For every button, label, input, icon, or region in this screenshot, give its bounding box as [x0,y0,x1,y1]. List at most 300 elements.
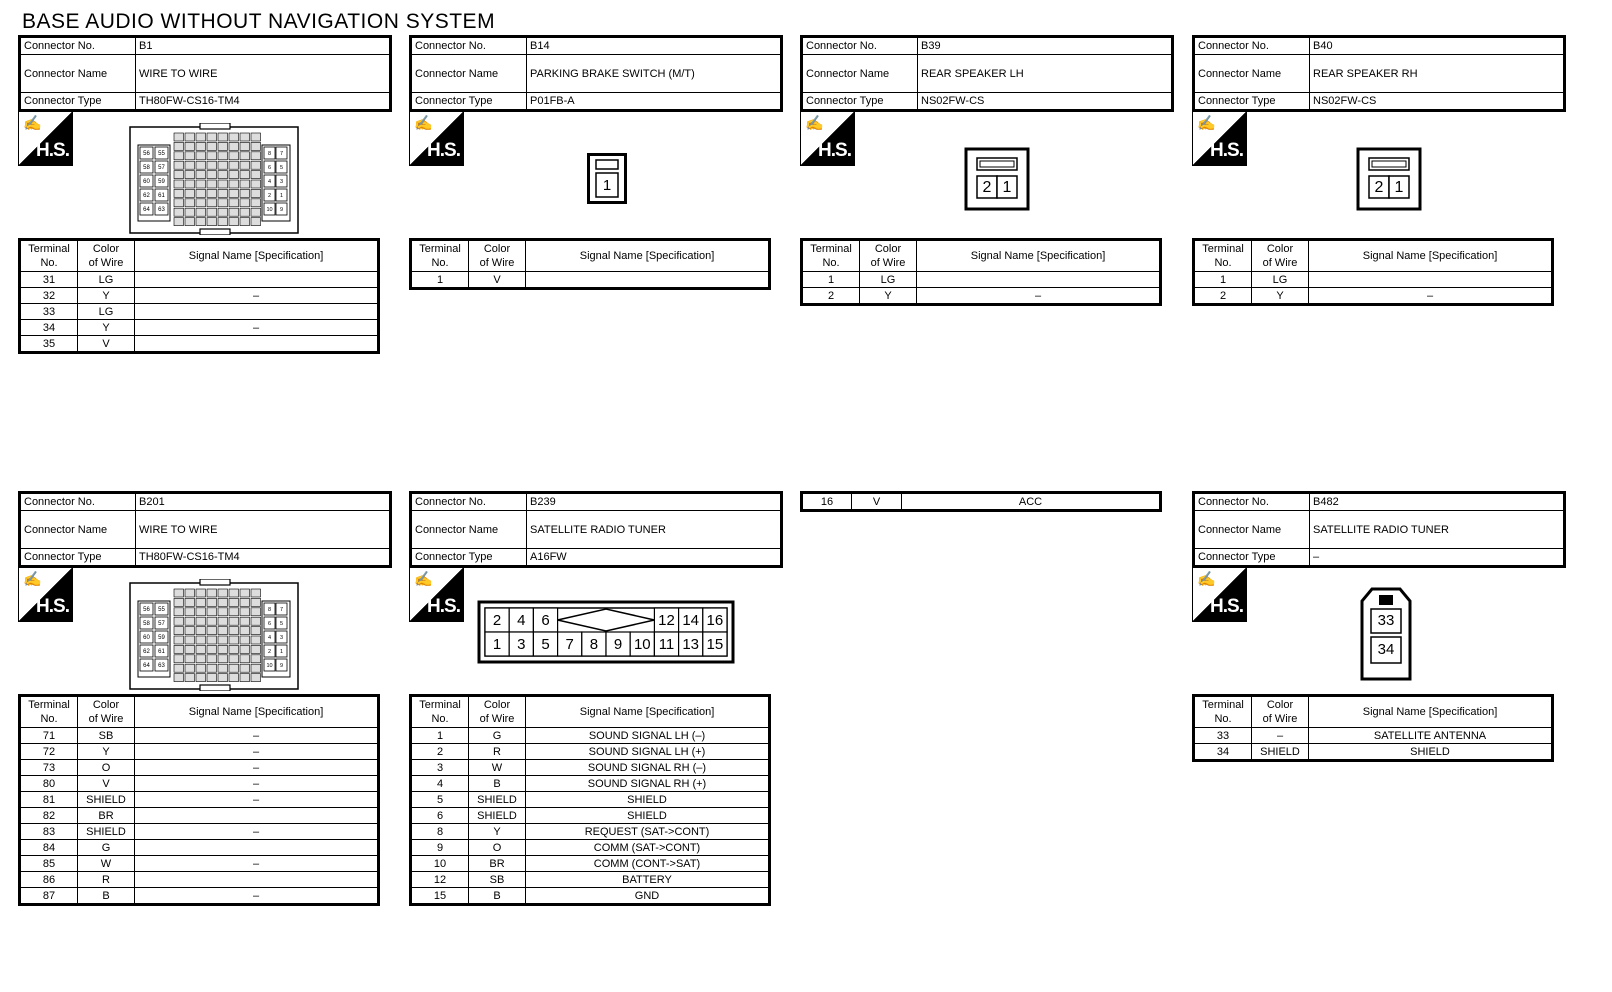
pin-cell [229,152,239,160]
signal-name: – [135,288,379,304]
signal-name: – [135,776,379,792]
table-row [20,336,379,353]
color-header-line1: Color [92,699,120,711]
terminal-header-line2: No. [1214,257,1232,269]
pin-cell [218,645,228,653]
harness-side-icon [1192,567,1247,622]
color-header-line1: Color [1266,699,1294,711]
pin-number: 1 [279,648,284,655]
signal-name: SHIELD [1309,744,1553,761]
pin-number: 5 [279,164,284,171]
pin-number: 62 [143,649,150,656]
pin-cell [218,142,228,150]
pin-cell [229,208,239,216]
pin-cell [240,161,250,169]
pin-number: 2 [1374,179,1384,197]
pin-cell [185,608,195,616]
pin-cell [185,161,195,169]
terminal-no: 1 [802,272,860,288]
pin-cell [240,664,250,672]
table-row [1194,728,1553,744]
terminal-table-header [411,696,770,728]
connector-header [18,35,392,112]
connector-block [1192,35,1566,475]
pin-cell [185,180,195,188]
color-header-line2: of Wire [88,713,124,725]
signal-name: SOUND SIGNAL LH (+) [526,744,770,760]
harness-side-icon [409,111,464,166]
pin-cell [218,161,228,169]
connector-no-value: B201 [136,493,391,511]
pin-cell [218,199,228,207]
pin-cell [185,636,195,644]
color-header-line1: Color [483,699,511,711]
hs-label: H.S. [427,140,460,161]
terminal-table-header [20,696,379,728]
pin-cell [218,218,228,226]
pin-number: 13 [682,635,700,653]
pin-cell [207,589,217,597]
connector-name-value: WIRE TO WIRE [136,55,391,93]
table-row [802,272,1161,288]
connector-name-row [802,55,1173,93]
pin-number: 55 [158,151,165,158]
pin-number: 1 [279,192,284,199]
connector-block [409,35,783,475]
pin-cell [185,218,195,226]
signal-name: REQUEST (SAT->CONT) [526,824,770,840]
connector-no-label: Connector No. [1194,37,1310,55]
pin-cell [240,171,250,179]
terminal-table [800,238,1162,306]
pin-cell [240,608,250,616]
pin-cell [229,218,239,226]
wire-color: V [78,336,135,353]
connector-header [1192,35,1566,112]
connector-type-value: TH80FW-CS16-TM4 [136,549,391,567]
connector-name-label: Connector Name [411,511,527,549]
wire-color: W [469,760,526,776]
terminal-header-line1: Terminal [28,243,70,255]
pin-cell [196,655,206,663]
connector-hand-icon: ✍ [23,115,42,132]
pin-cell [240,208,250,216]
pin-cell [196,218,206,226]
wire-color: R [78,872,135,888]
pin-cell [185,645,195,653]
connector-name-row [20,511,391,549]
pin-cell [207,218,217,226]
pin-cell [174,598,184,606]
pin-cell [240,598,250,606]
pin-cell [196,608,206,616]
pin-cell [207,655,217,663]
connector-diagram-tm4 [128,579,300,691]
terminal-no: 82 [20,808,78,824]
pin-cell [207,152,217,160]
wire-color: O [78,760,135,776]
wire-color: BR [78,808,135,824]
connector-type-label: Connector Type [1194,549,1310,567]
wire-color: Y [78,320,135,336]
terminal-header-line1: Terminal [1202,243,1244,255]
terminal-header-line2: No. [431,257,449,269]
pin-number: 34 [1377,640,1395,658]
signal-name-header: Signal Name [Specification] [135,696,379,728]
connector-name-label: Connector Name [20,511,136,549]
wire-color: B [78,888,135,905]
pin-number: 6 [267,620,272,627]
table-row [20,272,379,288]
wire-color: LG [860,272,917,288]
connector-header [18,491,392,568]
connector-name-value: SATELLITE RADIO TUNER [527,511,782,549]
terminal-table [409,238,771,290]
pin-cell [229,589,239,597]
pin-cell [218,608,228,616]
pin-cell [207,608,217,616]
terminal-no: 71 [20,728,78,744]
color-header-line2: of Wire [479,257,515,269]
pin-number: 55 [158,607,165,614]
signal-name-header: Signal Name [Specification] [526,240,770,272]
pin-cell [196,189,206,197]
terminal-no-header [1194,696,1252,728]
connector-name-label: Connector Name [802,55,918,93]
connector-name-row [20,55,391,93]
table-row [411,840,770,856]
pin-cell [218,617,228,625]
pin-cell [185,171,195,179]
pin-cell [251,608,261,616]
pin-number: 9 [279,662,284,669]
signal-name: – [135,888,379,905]
pin-number: 9 [613,635,623,653]
pin-cell [174,133,184,141]
connector-diagram-2pin-vertical [1360,587,1412,681]
pin-cell [251,664,261,672]
pin-cell [218,636,228,644]
connector-name-label: Connector Name [411,55,527,93]
pin-cell [207,189,217,197]
pin-cell [218,171,228,179]
pin-cell [174,218,184,226]
pin-cell [251,617,261,625]
wire-color: SB [78,728,135,744]
wire-color: LG [1252,272,1309,288]
pin-cell [174,636,184,644]
pin-cell [174,589,184,597]
pin-number: 3 [517,635,526,653]
connector-no-label: Connector No. [411,37,527,55]
pin-cell [174,617,184,625]
color-header [78,240,135,272]
wire-color: B [469,888,526,905]
pin-number: 15 [706,635,724,653]
pin-cell [196,589,206,597]
pin-cell [196,617,206,625]
wire-color: W [78,856,135,872]
connector-no-row [20,493,391,511]
signal-name: – [135,744,379,760]
pin-cell [229,180,239,188]
wire-color: Y [860,288,917,305]
signal-name: – [135,728,379,744]
connector-name-row [1194,511,1565,549]
connector-name-value: WIRE TO WIRE [136,511,391,549]
pin-cell [229,645,239,653]
connector-name-value: REAR SPEAKER RH [1310,55,1565,93]
pin-number: 14 [682,611,700,629]
hs-label: H.S. [1210,140,1243,161]
pin-cell [218,674,228,682]
pin-cell [174,189,184,197]
terminal-no: 2 [1194,288,1252,305]
pin-number: 57 [158,165,165,172]
table-row [20,840,379,856]
signal-name [526,272,770,289]
connector-key-inner [1372,161,1406,167]
terminal-no: 12 [411,872,469,888]
signal-name: – [135,792,379,808]
signal-name [135,808,379,824]
pin-cell [207,208,217,216]
terminal-no: 87 [20,888,78,905]
terminal-no: 34 [1194,744,1252,761]
terminal-no: 1 [411,272,469,289]
pin-cell [218,208,228,216]
pin-number: 12 [658,611,675,629]
color-header-line2: of Wire [1262,713,1298,725]
hs-label: H.S. [427,596,460,617]
pin-number: 59 [158,635,165,642]
pin-cell [251,589,261,597]
signal-name-header: Signal Name [Specification] [1309,240,1553,272]
pin-cell [207,617,217,625]
connector-type-value: NS02FW-CS [918,93,1173,111]
pin-cell [174,171,184,179]
connector-hand-icon: ✍ [23,571,42,588]
pin-number: 1 [1002,179,1012,197]
signal-name [135,272,379,288]
wire-color: R [469,744,526,760]
connector-type-value: TH80FW-CS16-TM4 [136,93,391,111]
table-row [1194,288,1553,305]
pin-cell [229,636,239,644]
wire-color: B [469,776,526,792]
pin-cell [251,645,261,653]
pin-number: 4 [517,611,526,629]
connector-name-value: REAR SPEAKER LH [918,55,1173,93]
terminal-no: 35 [20,336,78,353]
pin-cell [240,674,250,682]
pin-cell [229,142,239,150]
signal-name: – [1309,288,1553,305]
signal-name-header: Signal Name [Specification] [135,240,379,272]
table-row [411,808,770,824]
pin-cell [207,199,217,207]
pin-number: 60 [143,635,150,642]
connector-type-value: A16FW [527,549,782,567]
connector-name-value: SATELLITE RADIO TUNER [1310,511,1565,549]
pin-number: 7 [565,635,574,653]
table-row [20,728,379,744]
table-row [411,824,770,840]
signal-name: COMM (SAT->CONT) [526,840,770,856]
connector-no-label: Connector No. [20,493,136,511]
pin-number: 60 [143,179,150,186]
signal-name [135,872,379,888]
pin-cell [229,608,239,616]
pin-cell [174,664,184,672]
pin-cell [196,133,206,141]
wire-color: Y [469,824,526,840]
connector-block [18,35,392,475]
pin-cell [229,674,239,682]
table-row [411,776,770,792]
connector-key-inner [980,161,1014,167]
pin-number: 2 [982,179,992,197]
connector-hand-icon: ✍ [414,571,433,588]
pin-cell [229,655,239,663]
pin-cell [229,161,239,169]
terminal-no: 73 [20,760,78,776]
wire-color: Y [78,744,135,760]
terminal-no: 83 [20,824,78,840]
pin-number: 59 [158,179,165,186]
terminal-no: 2 [802,288,860,305]
connector-block [1192,491,1566,931]
pin-cell [251,199,261,207]
terminal-header-line2: No. [40,713,58,725]
pin-number: 8 [589,635,599,653]
pin-cell [229,598,239,606]
connector-no-row [1194,493,1565,511]
terminal-table-header [411,240,770,272]
pin-cell [251,218,261,226]
connector-diagram-2pin [964,147,1030,211]
connector-name-row [411,511,782,549]
pin-cell [251,655,261,663]
connector-hand-icon: ✍ [414,115,433,132]
signal-name: – [135,824,379,840]
table-row [802,493,1161,511]
terminal-table [800,491,1162,512]
wire-color: SB [469,872,526,888]
pin-cell [251,133,261,141]
pin-cell [251,161,261,169]
pin-cell [196,171,206,179]
pin-cell [185,589,195,597]
signal-name [135,336,379,353]
wire-color: SHIELD [78,824,135,840]
connector-name-value: PARKING BRAKE SWITCH (M/T) [527,55,782,93]
pin-cell [174,627,184,635]
pin-cell [251,171,261,179]
pin-number: 7 [279,606,284,613]
color-header [1252,240,1309,272]
pin-cell [240,180,250,188]
pin-number: 62 [143,193,150,200]
connector-type-label: Connector Type [802,93,918,111]
color-header-line2: of Wire [870,257,906,269]
pin-cell [240,589,250,597]
pin-number: 64 [143,207,150,214]
signal-name: COMM (CONT->SAT) [526,856,770,872]
connector-header [409,491,783,568]
pin-cell [174,645,184,653]
pin-number: 11 [658,635,675,653]
pin-cell [218,133,228,141]
pin-number: 58 [143,621,150,628]
pin-cell [196,664,206,672]
pin-cell [185,142,195,150]
pin-cell [174,674,184,682]
table-row [20,760,379,776]
pin-cell [251,636,261,644]
terminal-no: 8 [411,824,469,840]
color-header-line2: of Wire [88,257,124,269]
connector-type-row [20,549,391,567]
color-header [1252,696,1309,728]
signal-name: SOUND SIGNAL LH (–) [526,728,770,744]
table-row [20,288,379,304]
signal-name-header: Signal Name [Specification] [1309,696,1553,728]
wire-color: LG [78,272,135,288]
terminal-table-header [1194,696,1553,728]
connector-type-value: – [1310,549,1565,567]
terminal-no: 34 [20,320,78,336]
pin-number: 1 [1394,179,1404,197]
table-row [411,272,770,289]
pin-number: 33 [1377,611,1395,629]
color-header-line1: Color [92,243,120,255]
pin-cell [174,180,184,188]
pin-cell [185,627,195,635]
pin-number: 10 [266,206,273,213]
connector-name-row [1194,55,1565,93]
pin-cell [207,645,217,653]
pin-number: 8 [267,606,272,613]
pin-cell [196,598,206,606]
connector-header [409,35,783,112]
table-row [411,856,770,872]
color-header-line1: Color [483,243,511,255]
pin-cell [207,636,217,644]
pin-cell [174,608,184,616]
signal-name: SOUND SIGNAL RH (–) [526,760,770,776]
connector-diagram-2pin [1356,147,1422,211]
pin-cell [185,189,195,197]
connector-diagram-16pin [477,600,735,664]
wire-color: Y [78,288,135,304]
pin-cell [218,180,228,188]
pin-cell [218,189,228,197]
pin-number: 6 [267,164,272,171]
pin-number: 16 [706,611,724,629]
connector-name-label: Connector Name [20,55,136,93]
terminal-header-line1: Terminal [28,699,70,711]
pin-number: 4 [267,634,272,641]
terminal-table-header [1194,240,1553,272]
terminal-no: 5 [411,792,469,808]
signal-name: – [135,320,379,336]
connector-latch [200,229,230,235]
connector-type-value: P01FB-A [527,93,782,111]
color-header-line2: of Wire [1262,257,1298,269]
connector-type-value: NS02FW-CS [1310,93,1565,111]
signal-name: SOUND SIGNAL RH (+) [526,776,770,792]
